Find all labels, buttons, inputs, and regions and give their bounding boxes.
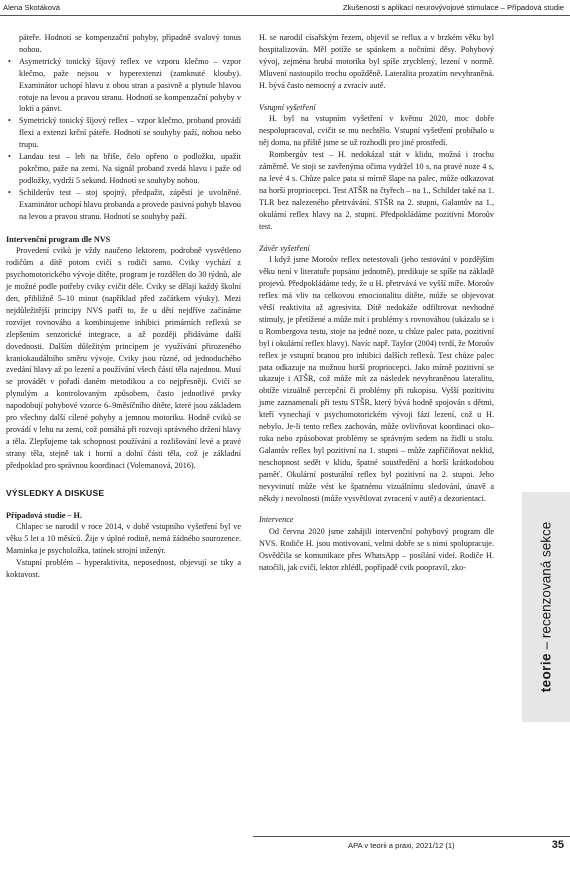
paragraph-intervention-program: Provedení cviků je vždy naučeno lektorem, podrobně vysvětleno rodičům a dítě potom cvičí s rodiči samo. Cviky vychází z psychomotorického vývoje dítěte, program je rozdělen do 30 týdnů, ale je možné podle potřeby cviky cvičit déle. Cviky se dělají každý školní den, přibližně 5–10 minut (například před začátkem výuky). Mezi nejdůležitější principy NVS patří to, že u dětí nejdříve začínáme rozvíjet rovnováhu a kombinujeme inhibici primárních reflexů se zlepšením senzorické integrace, a až později přidáváme další dovednosti. Dalším důležitým principem je využívání přirozeného kraniokaudálního směru vývoje. Cviky jsou různé, od jednoduchého zvedání hlavy až po lezení a používání všech částí těla najednou. Musí se provádět v pořadí daném metodikou a co nejpřesněji. Cvičí se plynulým a kontrolovaným způsobem, často jednotlivé prvky napodobují pohybové vzorce 6–9měsíčního dítěte, které jsou základem pro všechny další cílené pohyby a jemnou motoriku. Hodně cviků se provádí v lehu na zemi, což pomáhá při rozvoji správného držení hlavy a těla. Zlepšujeme tak schopnost používání a rozlišování levé a pravé strany těla, stejně tak i horní a dolní části těla, což je základní předpoklad pro správnou koordinaci (Volemanová, 2016). (6, 246, 241, 470)
heading-case-study: Případová studie – H. (6, 510, 82, 520)
test-list (6, 32, 241, 223)
heading-results: VÝSLEDKY A DISKUSE (6, 487, 105, 498)
test-item-stsr: • Symetrický tonický šíjový reflex – vzpor klečmo, proband provádí flexi a extenzi krční páteře. Hodnotí se souhyby paží, nohou nebo trupu. (6, 115, 241, 151)
right-column (259, 32, 494, 574)
paragraph-conclusion: I když jsme Moroův reflex netestovali (jeho testování v pozdějším věku není v literatuře popsáno jednotně), predikuje se spíše na základě projevů. Předpokládáme tedy, že u H. přetrvává ve vyšší míře. Moroův reflex má vliv na celkovou emocionalitu dítěte, může se objevovat větší reaktivita až agresivita. Dítě nedokáže odfiltrovat nevhodné stimuly, je přetížené a může mít i problémy s rovnováhou (ukázalo se i u Rombergova testu, stoje na jedné noze, u chůze palec pata, pozitivní byl i okulární reflex hlavy). Navíc např. Taylor (2004) tvrdí, že Moroův reflex je vstupní branou pro inhibici dalších reflexů. Test chůze palec pata odkazuje na možnou horší propriocepci. Jako mírně pozitivní se ukazuje i ATŠR, což může mít za následek nevyhraněnou lateralitu, obtíže vizuálně percepční či problémy při rukopisu. Vyšší pozitivitu jsme zaznamenali při testu STŠR, který bývá hodně spojován s dětmi, kteří vynechají v psychomotorickém vývoji fázi lezení, což u H. nebylo. Je-li tento reflex zachován, může ovlivňovat koordinaci oko–ruka nebo způsobovat problémy se správným sedem na židli u stolu. Galantův reflex byl pozitivní na 1. stupni – může zapříčiňovat neklid, neschopnost sedět v klidu, špatné soustředění a horší krátkodobou paměť. Okulární posturální reflex byl pozitivní na 2. stupni. Jeho nevyvinutí může vést ke špatnému vizuálnímu sledování, únavě a někdy i nevolnosti (může vysvětlovat zvracení v autě) a dezorientaci. (259, 255, 494, 503)
heading-conclusion: Závěr vyšetření (259, 243, 310, 253)
running-header (0, 1, 570, 15)
page-number: 35 (551, 839, 564, 851)
heading-intervention-program: Intervenční program dle NVS (6, 234, 111, 244)
paragraph-romberg: Rombergův test – H. nedokázal stát v klidu, možná i trochu záměrně. Ve stoji se zavřenýma očima vydržel 10 s, na pravé noze 4 s, na levé 4 s. Chůze palce pata si mírně šlape na palec, může odkazovat na horší propriocepci. Test ATŠR na čtyřech – na 1., Schilder také na 1. TLR bez nalezeného přetrvávání. STŠR na 2. stupni, Galantův na 1., okulární reflex hlavy na 2. stupni. Předpokládáme pozitivní Moroův test. (259, 150, 494, 231)
footer-journal: APA v teorii a praxi, 2021/12 (1) (348, 841, 455, 850)
test-item-landau: • Landau test – leh na břiše, čelo opřeno o podložku, upažit pokrčmo, paže na zemi. Na signál proband zvedá hlavu i paže od podložky, vydrží 5 sekund. Hodnotí se souhyby nohou. (6, 151, 241, 187)
side-label-rest: – recenzovaná sekce (538, 521, 554, 654)
left-column (6, 32, 241, 581)
paragraph-entry-exam: H. byl na vstupním vyšetření v květnu 2020, moc dobře nespolupracoval, cvičit se mu nechtělo. Vstupní vyšetření probíhalo u něj doma, na příště jsme se už rozhodli pro jiné prostředí. (259, 114, 494, 148)
page-footer (0, 836, 570, 856)
footer-rule (253, 836, 570, 837)
paragraph-case-2: Vstupní problém – hyperaktivita, neposednost, objevují se tiky a koktavost. (6, 558, 241, 580)
header-author: Alena Skotáková (3, 3, 60, 12)
section-side-label (539, 492, 554, 722)
test-item-schilder: • Schilderův test – stoj spojný, předpažit, zápěstí je uvolněné. Examinátor uchopí hlavu probanda a provede pasivní pohyb hlavou na levou a pravou stranu. Hodnotí se souhyby paží. (6, 187, 241, 223)
test-item-continued: páteře. Hodnotí se kompenzační pohyby, připadně svalový tonus nohou. (19, 33, 241, 54)
test-item-atsr: • Asymetrický tonický šíjový reflex ve vzporu klečmo – vzpor klečmo, paže nejsou v hyperextenzi (zamknuté klouby). Examinátor uchopí hlavu z obou stran a pasivně a plynule hlavou rotuje na levou a pravou stranu. Hodnotí se kompenzační pohyby v loktí a pánvi. (6, 56, 241, 116)
heading-entry-exam: Vstupní vyšetření (259, 102, 316, 112)
paragraph-history: H. se narodil císařským řezem, objevil se reflux a v brzkém věku byl hospitalizován. Měl potíže se spánkem a nočními děsy. Pohybový vývoj, zejména hrubá motorika byl spíše zrychlený, lezení v normě. Mluvení nastoupilo trochu opožděně. Lateralita prozatím nevyhraněná. H. bývá často nemocný a zvracív autě. (259, 33, 494, 90)
header-rule (0, 15, 570, 16)
header-title: Zkušenosti s aplikací neurovývojové stimulace – Případová studie (342, 3, 564, 12)
paragraph-intervention: Od června 2020 jsme zahájili intervenční pohybový program dle NVS. Rodiče H. jsou motivovaní, velmi dobře se s nimi spolupracuje. Osvědčila se komunikace přes WhatsApp – posílání videí. Rodiče H. natočili, jak cvičí, lektor zhlédl, popřípadě cvik poopravil, zko- (259, 527, 494, 573)
paragraph-case-1: Chlapec se narodil v roce 2014, v době vstupního vyšetření byl ve věku 5 let a 10 měsíců. Žije v úplné rodině, nemá žádného sourozence. Maminka je psycholožka, tatínek strojní inženýr. (6, 522, 241, 556)
heading-intervention: Intervence (259, 515, 294, 525)
side-label-bold: teorie (538, 653, 554, 693)
